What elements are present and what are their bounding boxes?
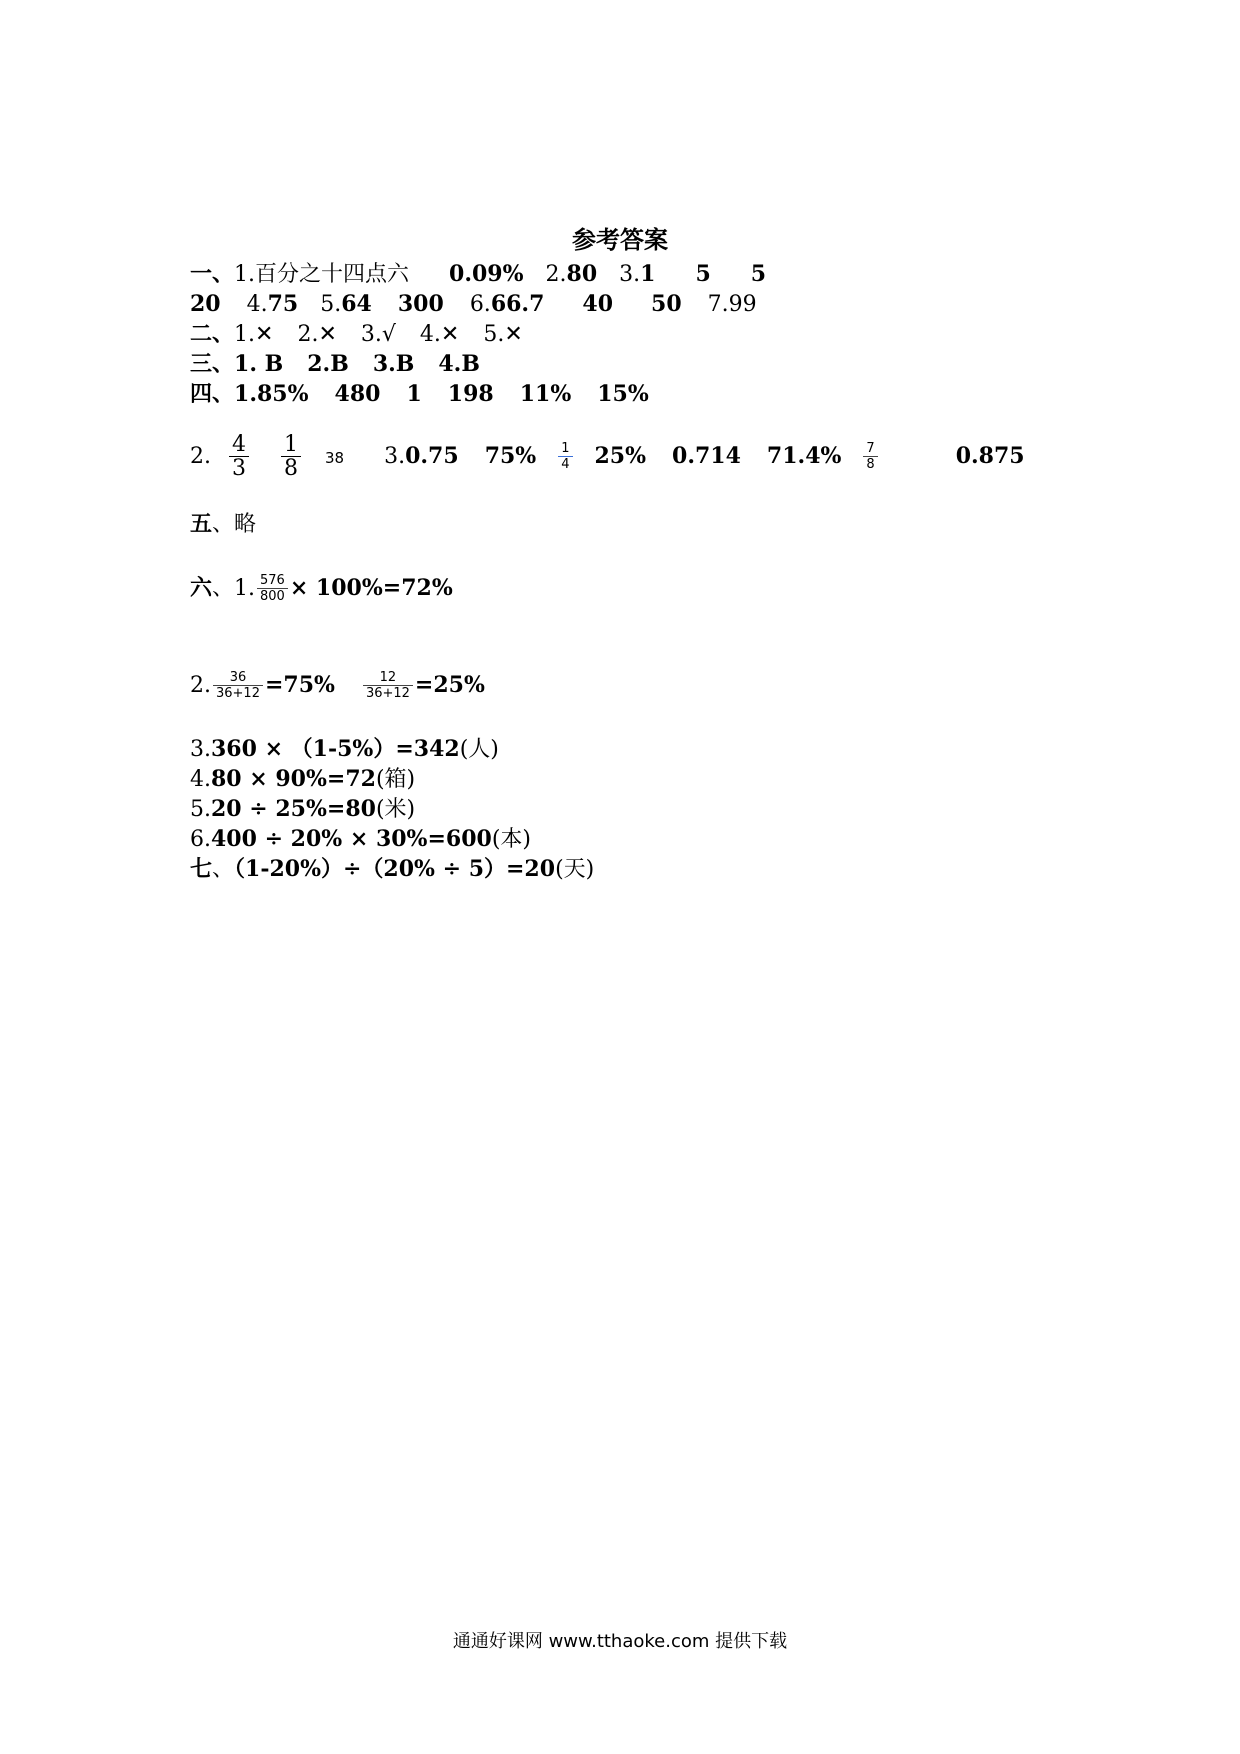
fraction-576-800 [257,573,288,605]
fraction-numerator: 576 [260,573,285,588]
page-footer: 通通好课网 www.tthaoke.com 提供下载 [452,1631,788,1652]
fill-4: 198 [447,381,494,407]
value-0-714: 0.714 [672,443,741,469]
judge-1: 1.✕ [234,322,274,347]
value-75-percent: 75% [484,443,537,469]
section-4-line-2 [190,428,1025,484]
fill-1: 1.85% [234,381,309,407]
answer-7: 7.99 [707,292,757,317]
answer-3b: 5 [695,261,711,287]
answer-3d: 20 [190,291,221,317]
answer-6c: 50 [651,291,682,317]
section-6-q5 [190,795,415,824]
section-1-line-2 [190,290,757,319]
q2-prefix: 2. [190,673,211,698]
fraction-numerator: 1 [284,431,298,457]
answer-6: 66.7 [490,291,545,317]
answer-3c: 5 [750,261,767,287]
judge-5: 5.✕ [483,322,523,347]
fraction-1-4 [558,441,572,473]
fraction-12-over-48 [363,670,413,702]
fill-5: 11% [519,381,572,407]
fraction-denominator: 36+12 [213,685,263,702]
answer-5b: 300 [397,291,444,317]
fraction-4-3 [229,431,249,481]
q6-expression: 400 ÷ 20% × 30%=600 [211,826,492,852]
q5-unit: (米) [375,797,416,822]
fraction-numerator: 1 [561,441,570,456]
page-title: 参考答案 [572,226,668,254]
answer-3-num: 3. [619,262,641,287]
q3-unit: (人) [459,737,499,762]
section-2-label: 二、 [190,321,235,347]
fraction-numerator: 4 [232,431,246,457]
judge-3: 3.√ [360,322,396,347]
section-3 [190,350,480,379]
fraction-denominator: 8 [281,456,301,481]
fraction-7-8 [863,441,877,473]
fraction-denominator: 36+12 [363,685,413,702]
q6-unit: (本) [491,827,531,852]
fraction-1-8 [281,431,301,481]
answer-6b: 40 [582,291,614,317]
fraction-denominator: 3 [229,456,249,481]
judge-2: 2.✕ [297,322,337,347]
judge-4: 4.✕ [419,322,460,347]
q4-num: 4. [190,767,211,792]
value-0-75: 0.75 [405,443,459,469]
answer-3: 1 [640,261,656,287]
choice-2: 2.B [307,351,349,377]
q4-expression: 80 × 90%=72 [211,766,376,792]
fraction-numerator: 12 [379,670,397,685]
q1-expression: × 100%=72% [289,575,453,601]
q6-num: 6. [190,827,211,852]
fraction-36-over-48 [213,670,263,702]
answer-1-1: 1.百分之十四点六 [234,262,410,287]
q5-expression: 20 ÷ 25%=80 [211,796,376,822]
section-4-line-1 [190,380,649,409]
fraction-denominator: 800 [257,588,288,605]
answer-1-1b: 0.09% [449,261,524,287]
section-1-line-1 [190,260,766,289]
answer-5: 64 [341,291,372,317]
fill-3: 1 [406,381,422,407]
fraction-denominator: 8 [863,456,877,473]
q2-result-b: =25% [414,672,485,698]
choice-1: 1. B [234,351,284,377]
section-6-q3 [190,735,499,764]
section-2 [190,320,523,349]
q3-number: 3. [384,444,406,469]
answer-2-num: 2. [545,262,567,287]
fraction-numerator: 7 [866,441,875,456]
q2-result-a: =75% [264,672,335,698]
value-38: 38 [325,449,345,467]
choice-4: 4.B [438,351,480,377]
section-3-label: 三、 [190,351,235,377]
answer-6-num: 6. [469,292,491,317]
q2-number: 2. [190,444,211,469]
section-6-label: 六 [190,575,213,601]
section-1-label: 一、 [190,261,235,287]
choice-3: 3.B [372,351,415,377]
fill-6: 15% [597,381,649,407]
section-7-unit: (天) [555,857,595,882]
section-7-sep: 、 [212,857,235,882]
q4-unit: (箱) [375,767,416,792]
q3-expression: 360 × （1-5%）=342 [211,736,460,762]
answer-4: 75 [267,291,299,317]
answer-5-num: 5. [320,292,342,317]
section-6-q4 [190,765,415,794]
fraction-denominator: 4 [558,456,572,473]
answer-4-num: 4. [246,292,268,317]
q3-num: 3. [190,737,211,762]
value-25-percent: 25% [594,443,647,469]
section-6-q6 [190,825,531,854]
section-4-label: 四、 [190,381,235,407]
section-5-text: 、略 [212,512,257,537]
fraction-numerator: 36 [229,670,247,685]
section-6-q2 [190,665,485,706]
section-7-label: 七 [190,856,213,882]
answer-2: 80 [566,261,598,287]
value-71-4-percent: 71.4% [766,443,842,469]
section-7 [190,855,594,884]
value-0-875: 0.875 [955,443,1025,469]
q5-num: 5. [190,797,211,822]
q1-prefix: 、1. [212,576,256,601]
section-6-q1 [190,568,453,609]
fill-2: 480 [334,381,381,407]
section-5 [190,510,256,539]
section-7-expression: （1-20%）÷（20% ÷ 5）=20 [234,856,556,882]
section-5-label: 五 [190,511,213,537]
